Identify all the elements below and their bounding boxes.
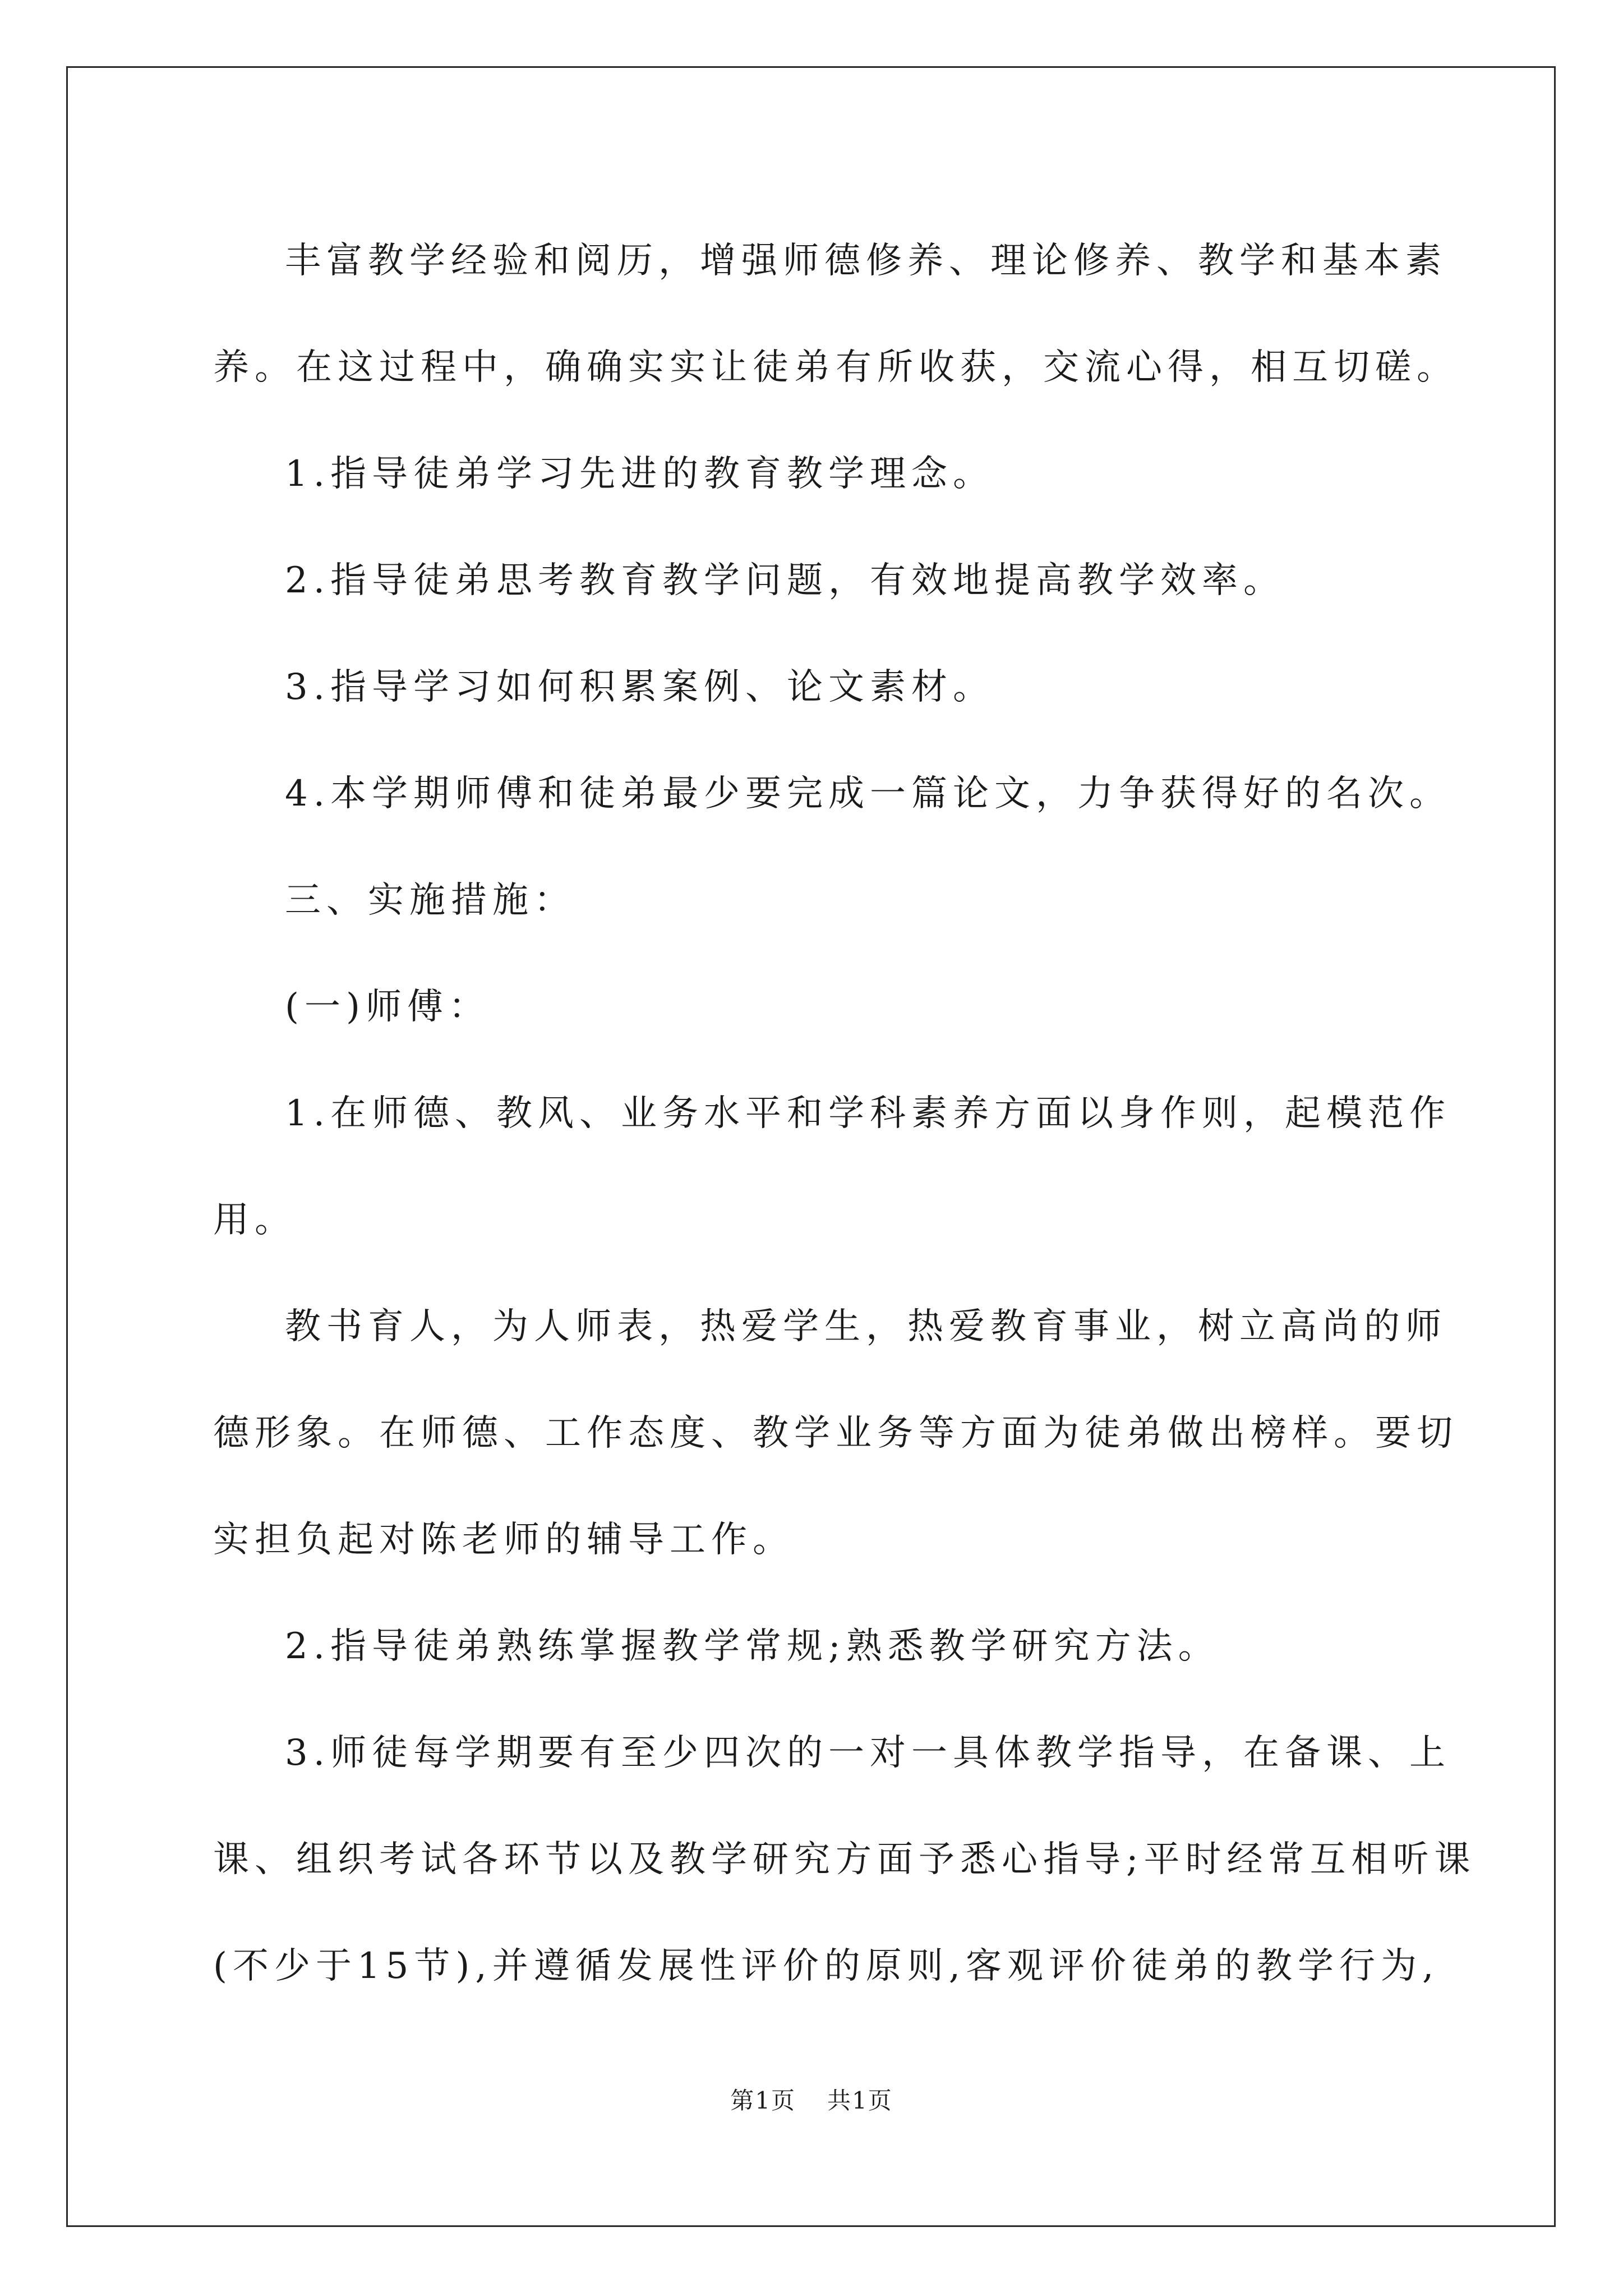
paragraph-line: 2.指导徒弟熟练掌握教学常规;熟悉教学研究方法。 [285, 1626, 1220, 1667]
document-body [213, 208, 1476, 2019]
paragraph-line: 用。 [213, 1199, 296, 1241]
paragraph-line: 养。在这过程中，确确实实让徒弟有所收获，交流心得，相互切磋。 [213, 347, 1458, 388]
paragraph-line: 4.本学期师傅和徒弟最少要完成一篇论文，力争获得好的名次。 [285, 773, 1451, 815]
paragraph-line: 教书育人，为人师表，热爱学生，热爱教育事业，树立高尚的师 [285, 1306, 1447, 1347]
paragraph-line: 3.师徒每学期要有至少四次的一对一具体教学指导，在备课、上 [285, 1732, 1451, 1774]
paragraph-line: 1.在师德、教风、业务水平和学科素养方面以身作则，起模范作 [285, 1093, 1451, 1134]
paragraph-line: 课、组织考试各环节以及教学研究方面予悉心指导;平时经常互相听课 [213, 1839, 1476, 1880]
paragraph-line: 实担负起对陈老师的辅导工作。 [213, 1519, 794, 1561]
page-number: 第1页 [730, 2087, 796, 2114]
page-total: 共1页 [827, 2087, 893, 2114]
paragraph-line: 3.指导学习如何积累案例、论文素材。 [285, 666, 995, 708]
paragraph-line: 1.指导徒弟学习先进的教育教学理念。 [285, 453, 995, 495]
paragraph-line: (不少于15节),并遵循发展性评价的原则,客观评价徒弟的教学行为, [213, 1945, 1440, 1987]
paragraph-line: 德形象。在师德、工作态度、教学业务等方面为徒弟做出榜样。要切 [213, 1412, 1458, 1454]
page-footer [0, 2082, 1623, 2116]
section-heading: 三、实施措施： [285, 880, 575, 921]
subsection-heading: (一)师傅： [285, 986, 490, 1028]
paragraph-line: 2.指导徒弟思考教育教学问题，有效地提高教学效率。 [285, 560, 1285, 601]
paragraph-line: 丰富教学经验和阅历，增强师德修养、理论修养、教学和基本素 [285, 240, 1447, 282]
